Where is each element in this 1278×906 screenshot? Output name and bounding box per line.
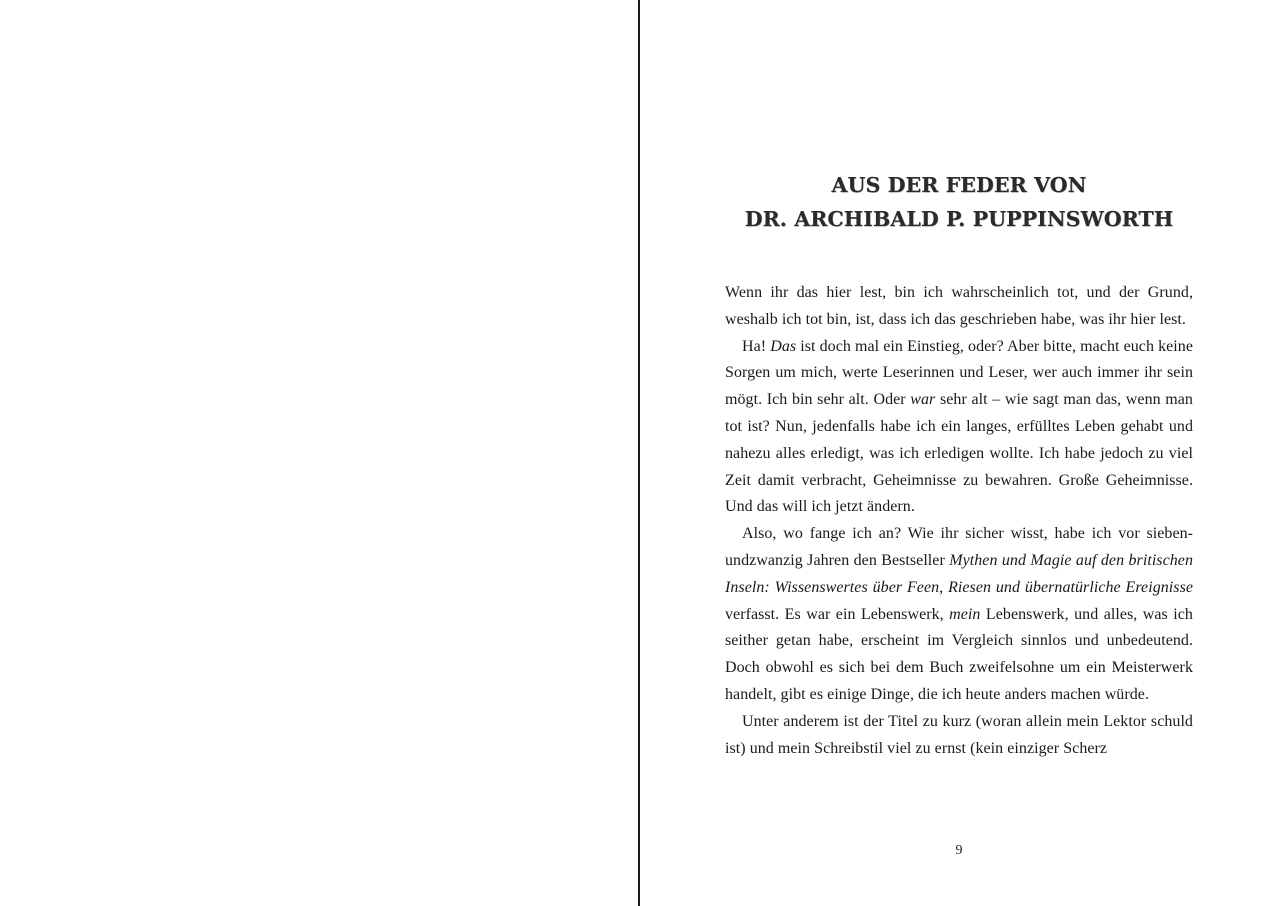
paragraph-2 <box>725 334 1193 522</box>
paragraph-1 <box>725 280 1193 334</box>
paragraph-2-text-a: Ha! <box>742 337 771 355</box>
heading-line-1: AUS DER FEDER VON <box>831 173 1087 197</box>
paragraph-3 <box>725 521 1193 709</box>
paragraph-4-text: Unter anderem ist der Titel zu kurz (woran allein mein Lektor schuld ist) und mein Schreibstil viel zu ernst (kein einziger Scherz <box>725 712 1193 757</box>
paragraph-3-emphasis: mein <box>949 605 981 623</box>
paragraph-3-book-title: Mythen und Magie auf den britischen Inseln: Wissenswertes über Feen, Riesen und übernatürliche Ereignisse <box>725 551 1193 596</box>
heading-line-2: DR. ARCHIBALD P. PUPPINSWORTH <box>744 207 1174 231</box>
paragraph-2-text-c: sehr alt – wie sagt man das, wenn man tot ist? Nun, jedenfalls habe ich ein langes, erfülltes Leben gehabt und nahezu alles erledigt, was ich erledigen wollte. Ich habe jedoch zu viel Zeit damit verbracht, Geheimnisse zu bewahren. Große Geheimnisse. Und das will ich jetzt ändern. <box>725 391 1193 516</box>
body-text <box>725 280 1193 762</box>
paragraph-1-text: Wenn ihr das hier lest, bin ich wahrscheinlich tot, und der Grund, weshalb ich tot bin, ist, dass ich das geschrieben habe, was ihr hier lest. <box>725 284 1193 328</box>
paragraph-3-text-b: verfasst. Es war ein Lebenswerk, <box>725 605 950 623</box>
chapter-heading <box>680 168 1238 236</box>
left-page-blank <box>0 0 638 906</box>
paragraph-2-text-b: ist doch mal ein Einstieg, oder? Aber bitte, macht euch keine Sorgen um mich, werte Leserinnen und Leser, wer auch immer ihr sein mögt. Ich bin sehr alt. Oder <box>725 337 1193 409</box>
right-page <box>640 0 1278 906</box>
paragraph-2-emphasis-b: war <box>910 391 936 409</box>
page-number: 9 <box>955 843 963 858</box>
paragraph-3-text-a: Also, wo fange ich an? Wie ihr sicher wisst, habe ich vor siebenundzwanzig Jahren den Bestseller <box>725 525 1193 569</box>
paragraph-4 <box>725 709 1193 763</box>
paragraph-2-emphasis-a: Das <box>770 337 797 355</box>
paragraph-3-text-c: Lebenswerk, und alles, was ich seither getan habe, erscheint im Vergleich sinnlos und unbedeutend. Doch obwohl es sich bei dem Buch zweifelsohne um ein Meisterwerk handelt, gibt es einige Dinge, die ich heute anders machen würde. <box>725 605 1193 703</box>
